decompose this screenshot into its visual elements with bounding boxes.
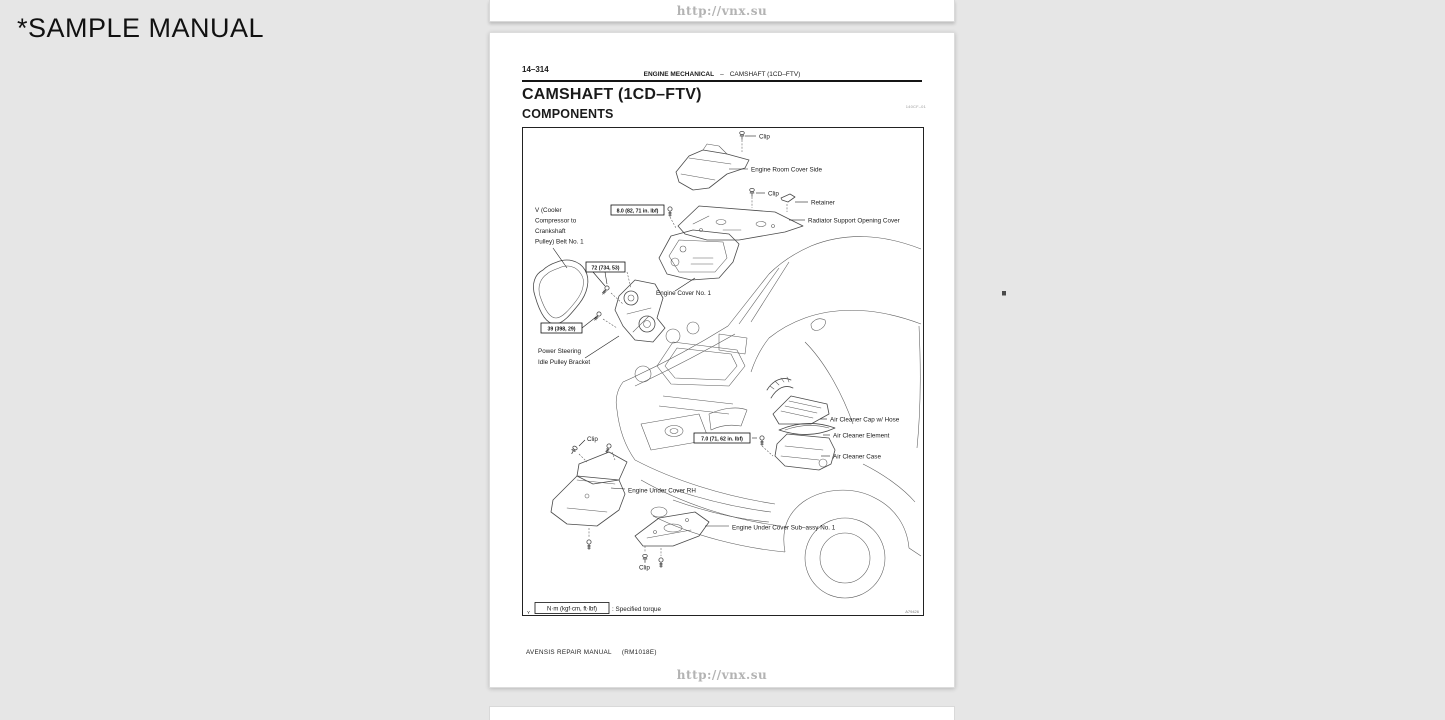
bolt-icon [601, 285, 610, 295]
engine-room-cover-side-part [676, 144, 749, 190]
next-page-fragment [489, 706, 955, 720]
label-clip-4: Clip [639, 564, 650, 572]
bolt-icon [587, 540, 591, 550]
v-belt-part [533, 260, 587, 324]
label-v-belt-4: Pulley) Belt No. 1 [535, 238, 584, 246]
clip-icon [643, 554, 648, 562]
bolt-assembly-line [612, 452, 615, 460]
label-power-steering-2: Idle Pulley Bracket [538, 359, 591, 366]
components-diagram-svg [523, 128, 923, 615]
legend-unit-box-text: N·m (kgf·cm, ft·lbf) [547, 606, 597, 613]
label-engine-room-cover-side: Engine Room Cover Side [751, 166, 823, 174]
label-air-cleaner-cap: Air Cleaner Cap w/ Hose [830, 416, 900, 424]
label-clip-2: Clip [768, 190, 779, 198]
bolt-assembly-line [670, 217, 676, 228]
clip-assembly-line [579, 454, 587, 462]
label-engine-cover-no1: Engine Cover No. 1 [656, 290, 711, 297]
engine-under-cover-subassy-part [635, 512, 709, 546]
bolt-icon [593, 311, 602, 321]
bolt-assembly-line [762, 446, 773, 456]
bolt-icon [659, 558, 663, 568]
label-v-belt-1: V (Cooler [535, 207, 562, 214]
torque-72-leader [593, 272, 605, 286]
torque-spec-7 [694, 433, 750, 443]
bolt-icon [668, 207, 672, 217]
torque-legend [527, 603, 662, 616]
air-cleaner-cap-part [773, 396, 829, 424]
label-clip-top: Clip [759, 133, 770, 141]
label-power-steering-1: Power Steering [538, 348, 582, 355]
screen-speck [1002, 291, 1006, 296]
page-title: CAMSHAFT (1CD–FTV) [522, 86, 702, 103]
running-head [522, 71, 922, 78]
figure-code: A79426 [905, 609, 919, 614]
previous-page-fragment [489, 0, 955, 22]
label-radiator-support-opening-cover: Radiator Support Opening Cover [808, 217, 900, 225]
torque-spec-72-text: 72 (734, 53) [591, 265, 620, 272]
torque-spec-8 [611, 205, 664, 215]
bolt-icon [760, 436, 764, 446]
clip-icon [750, 188, 755, 196]
torque-spec-39-text: 39 (398, 29) [547, 326, 576, 333]
label-clip-3: Clip [587, 436, 598, 443]
label-air-cleaner-case: Air Cleaner Case [833, 453, 881, 461]
page-footer [526, 649, 657, 656]
watermark-top: http://vnx.su [676, 4, 768, 18]
label-v-belt-2: Compressor to [535, 217, 577, 225]
label-engine-under-cover-rh: Engine Under Cover RH [628, 487, 696, 495]
label-retainer: Retainer [811, 199, 835, 207]
manual-code: (RM1018E) [621, 649, 657, 656]
torque-spec-39 [541, 323, 582, 333]
clip-assembly-line [645, 546, 661, 556]
air-cleaner-hose-part [767, 377, 793, 398]
air-cleaner-case-part [775, 434, 835, 470]
torque-spec-7-text: 7.0 (71, 62 in. lbf) [701, 436, 743, 443]
running-head-section: ENGINE MECHANICAL [643, 71, 715, 78]
header-rule [522, 80, 922, 82]
page-subtitle: COMPONENTS [522, 107, 614, 121]
legend-y: Y [527, 610, 531, 615]
manual-page [489, 32, 955, 688]
torque-spec-8-text: 8.0 (82, 71 in. lbf) [616, 208, 659, 215]
engine-under-cover-rh-part [551, 452, 627, 526]
doc-code: 140CF–01 [905, 104, 926, 109]
bolt-assembly-line [603, 319, 617, 328]
running-head-separator: – [720, 71, 724, 78]
retainer-part [781, 194, 795, 202]
label-engine-under-cover-subassy: Engine Under Cover Sub–assy No. 1 [732, 524, 836, 532]
components-figure [522, 127, 924, 616]
label-air-cleaner-element: Air Cleaner Element [833, 432, 890, 440]
radiator-support-opening-cover-part [678, 206, 803, 240]
air-cleaner-element-part [779, 423, 835, 434]
torque-spec-72 [586, 262, 625, 272]
label-v-belt-3: Crankshaft [535, 228, 566, 235]
page-number: 14–314 [522, 65, 549, 74]
clip-icon [740, 131, 745, 139]
manual-name: AVENSIS REPAIR MANUAL [526, 649, 612, 656]
legend-meaning-text: : Specified torque [612, 606, 662, 613]
clip-icon [570, 445, 578, 454]
sample-manual-label: *SAMPLE MANUAL [17, 13, 265, 43]
running-head-subsection: CAMSHAFT (1CD–FTV) [729, 71, 801, 78]
watermark-bottom: http://vnx.su [676, 668, 768, 682]
